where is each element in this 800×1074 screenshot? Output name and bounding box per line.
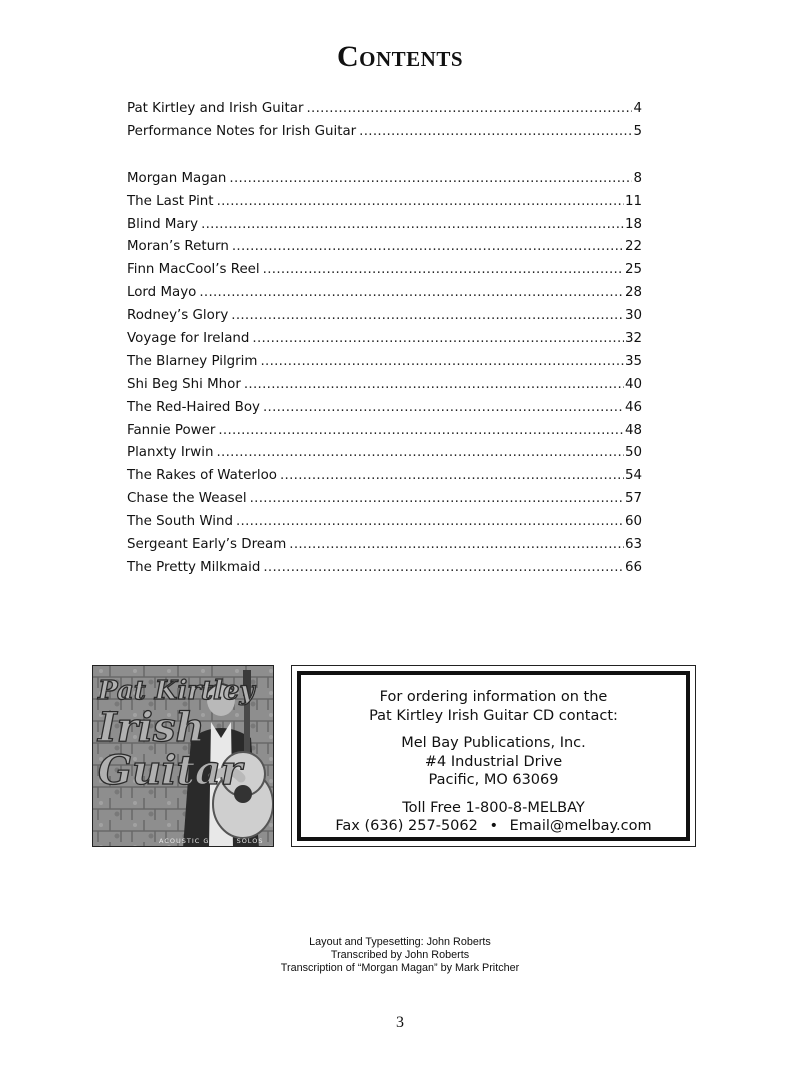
toc-entry [127,239,642,262]
page-title: Contents [336,40,464,73]
toc-entry [127,331,642,354]
toc-dot-leader [236,514,624,529]
toc-entry-page: 18 [624,216,642,232]
order-fax-email-line [301,817,686,836]
toc-entry-title: Voyage for Ireland [127,331,250,347]
toc-entry-title: The Last Pint [127,193,214,209]
toc-entry-title: The Pretty Milkmaid [127,559,261,575]
toc-dot-leader [199,285,624,300]
cd-cover-art [93,666,274,847]
toc-entry-title: Sergeant Early’s Dream [127,537,287,553]
toc-entry-title: Blind Mary [127,216,199,232]
toc-entry-page: 22 [624,239,642,255]
toc-entry [127,308,642,331]
toc-entry-page: 28 [624,285,642,301]
toc-entry-title: Moran’s Return [127,239,229,255]
toc-dot-leader [306,101,632,116]
toc-entry-title: Finn MacCool’s Reel [127,262,260,278]
toc-entry-title: The Rakes of Waterloo [127,468,277,484]
credit-transcribed: Transcribed by John Roberts [330,948,470,961]
toc-entry [127,194,642,217]
toc-dot-leader [263,400,624,415]
toc-entry-page: 48 [624,422,642,438]
toc-dot-leader [359,124,632,139]
toc-entry-title: Chase the Weasel [127,491,247,507]
toc-entry-page: 30 [624,308,642,324]
ordering-info-box [291,665,696,847]
toc-dot-leader [263,262,624,277]
toc-entry-title: The Red-Haired Boy [127,399,260,415]
toc-dot-leader [216,445,623,460]
toc-entry [127,514,642,537]
toc-entry [127,217,642,240]
cd-title-line2: Irish [98,704,205,751]
toc-dot-leader [232,239,624,254]
toc-entry-page: 40 [624,376,642,392]
order-intro-line2: Pat Kirtley Irish Guitar CD contact: [369,707,618,724]
order-intro-line1: For ordering information on the [379,689,608,705]
toc-dot-leader [260,354,624,369]
table-of-contents [127,101,642,607]
toc-dot-leader [217,194,624,209]
toc-entry-page: 5 [633,123,642,139]
credit-layout: Layout and Typesetting: John Roberts [309,936,491,948]
toc-entry-page: 54 [624,468,642,484]
toc-entry [127,537,642,560]
order-email: Email@melbay.com [509,818,652,834]
toc-entry-title: Performance Notes for Irish Guitar [127,123,357,139]
toc-entry [127,423,642,446]
order-toll-free: Toll Free 1-800-8-MELBAY [402,799,585,816]
cd-cover-image [92,665,274,847]
toc-entry-page: 57 [624,491,642,507]
toc-entry-title: Fannie Power [127,422,216,438]
toc-entry-title: Rodney’s Glory [127,308,229,324]
toc-entry-page: 63 [624,537,642,553]
toc-dot-leader [244,377,624,392]
cd-subtitle: ACOUSTIC GUITAR SOLOS [159,837,264,845]
toc-dot-leader [252,331,624,346]
toc-entry-page: 46 [624,399,642,415]
cd-title-line3: Guitar [98,747,242,794]
toc-entry [127,262,642,285]
toc-entry-page: 25 [624,262,642,278]
toc-entry [127,171,642,194]
toc-dot-leader [231,308,624,323]
toc-entry-page: 11 [624,193,642,209]
toc-dot-leader [289,537,624,552]
toc-entry [127,468,642,491]
toc-entry-title: The South Wind [127,514,233,530]
order-address2: Pacific, MO 63069 [428,772,559,788]
toc-entry-page: 8 [633,170,642,186]
order-address1: #4 Industrial Drive [424,753,563,770]
toc-entry-title: Pat Kirtley and Irish Guitar [127,101,304,116]
toc-dot-leader [280,468,624,483]
order-company: Mel Bay Publications, Inc. [401,735,586,751]
toc-group [127,101,642,147]
toc-entry [127,354,642,377]
toc-dot-leader [263,560,624,575]
toc-entry-page: 35 [624,353,642,369]
cd-title-line1: Pat Kirtley [98,676,255,706]
credits [0,936,800,974]
toc-group [127,171,642,583]
toc-entry [127,377,642,400]
toc-entry-page: 66 [624,559,642,575]
credit-transcription-note: Transcription of “Morgan Magan” by Mark Pritcher [280,961,520,974]
toc-entry [127,124,642,147]
toc-entry-page: 32 [624,331,642,347]
toc-dot-leader [201,217,624,232]
toc-entry-title: Morgan Magan [127,170,227,186]
page-number: 3 [396,1014,404,1031]
ordering-info-inner [297,671,690,841]
order-fax: Fax (636) 257-5062 [335,818,478,834]
toc-entry-page: 50 [624,445,642,461]
toc-entry [127,445,642,468]
toc-entry-page: 4 [633,101,642,116]
toc-dot-leader [218,423,624,438]
toc-entry-page: 60 [624,514,642,530]
bullet-separator: • [489,818,499,834]
toc-dot-leader [229,171,632,186]
toc-dot-leader [250,491,624,506]
toc-entry-title: The Blarney Pilgrim [127,353,258,369]
toc-entry-title: Lord Mayo [127,285,197,301]
toc-entry [127,560,642,583]
toc-entry-title: Shi Beg Shi Mhor [127,376,241,392]
toc-entry [127,101,642,124]
toc-entry [127,400,642,423]
toc-entry-title: Planxty Irwin [127,445,214,461]
toc-entry [127,285,642,308]
toc-entry [127,491,642,514]
